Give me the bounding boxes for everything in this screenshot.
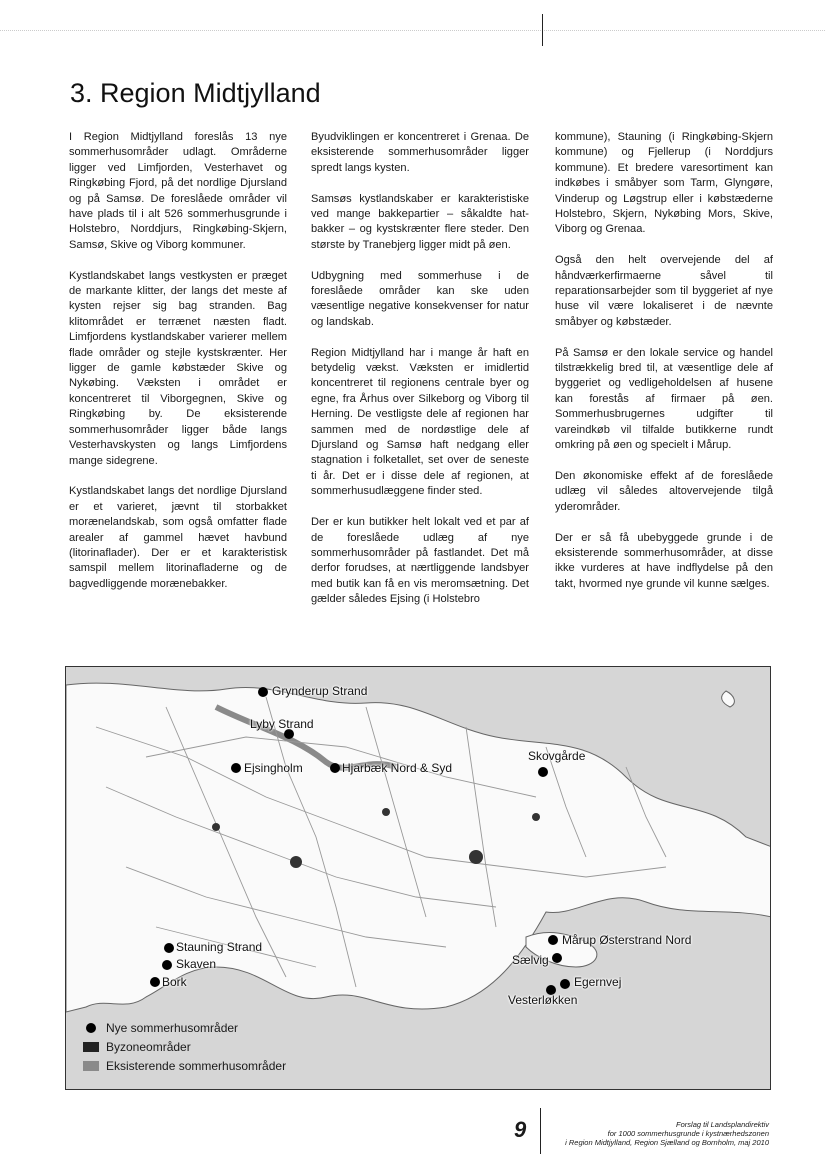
place-label: Skaven (176, 957, 217, 971)
new-area-marker (164, 943, 174, 953)
paragraph: I Region Midtjylland foreslås 13 nye sommerhusområder udlagt. Områderne ligger ved Limfjorden, Vesterhavet og Ringkøbing Fjord, på det nordlige Djursland og på Samsø. De foreslåede områder vil have plads til i alt 526 sommerhusgrunde i Holstebro, Norddjurs, Ringkøbing-Skjern, Samsø, Skive og Viborg kommuner. (69, 131, 287, 251)
footer-line: i Region Midtjylland, Region Sjælland og Bornholm, maj 2010 (565, 1138, 769, 1147)
paragraph: kommune), Stauning (i Ringkøbing-Skjern kommune) og Fjellerup (i Norddjurs kommune). Et bredere varesortiment kan indkøbes i småbyer som Tarm, Glyngøre, Vinderup og Løgstrup eller i købstæderne Holstebro, Skjern, Nykøbing Mors, Skive, Viborg og Grenaa. (555, 131, 773, 236)
legend-item (82, 1018, 286, 1037)
place-label: Egernvej (574, 975, 622, 989)
place-label: Ejsingholm (244, 761, 303, 775)
place-label: Hjarbæk Nord & Syd (342, 761, 453, 775)
legend-item (82, 1037, 286, 1056)
top-guide-line (0, 30, 825, 31)
crop-mark (542, 14, 543, 46)
paragraph: Kystlandskabet langs det nordlige Djursland er et varieret, jævnt til storbakket morænelandskab, som også omfatter flade arealer af gammel hævet havbund (litorinaflader). Der er et karakteristisk samspil mellem litorinafladerne og de bagvedliggende morænebakker. (69, 485, 287, 590)
legend-item (82, 1056, 286, 1075)
new-area-marker (560, 979, 570, 989)
new-area-marker (231, 763, 241, 773)
place-label: Lyby Strand (250, 717, 314, 731)
place-label: Vesterløkken (508, 993, 578, 1007)
footer-caption (509, 1120, 769, 1147)
place-label: Sælvig (512, 953, 549, 967)
footer-line: for 1000 sommerhusgrunde i kystnærhedszonen (607, 1129, 769, 1138)
place-label: Bork (162, 975, 187, 989)
new-area-marker (330, 763, 340, 773)
place-label: Stauning Strand (176, 940, 263, 954)
paragraph: Byudviklingen er koncentreret i Grenaa. De eksisterende sommerhusområder ligger spredt langs kysten. (311, 131, 529, 174)
dark-swatch-icon (83, 1042, 99, 1052)
paragraph: Også den helt overvejende del af håndværkerfirmaerne såvel til reparationsarbejder som til byggeriet af nye huse vil være lokaliseret i de nævnte småbyer og købstæder. (555, 254, 773, 328)
new-area-marker (162, 960, 172, 970)
page-title: 3. Region Midtjylland (70, 78, 321, 108)
place-label: Skovgårde (528, 749, 586, 763)
new-area-marker (548, 935, 558, 945)
text-column-1 (69, 130, 287, 608)
new-area-marker (538, 767, 548, 777)
new-area-marker (552, 953, 562, 963)
paragraph: Udbygning med sommerhuse i de foreslåede områder kan ske uden væsentlige negative konsekvenser for natur og landskab. (311, 269, 529, 328)
map-legend (82, 1018, 286, 1075)
grey-swatch-icon (83, 1061, 99, 1071)
new-area-marker (258, 687, 268, 697)
paragraph: På Samsø er den lokale service og handel tilstrækkelig bred til, at væsentlige dele af byggeriet og vedligeholdelsen af husene kan forestås af firmaer på øen. Sommerhusbrugernes udgifter til vareindkøb vil tilfalde butikkerne rundt omkring på øen og specielt i Mårup. (555, 346, 773, 452)
paragraph: Der er så få ubebyggede grunde i de eksisterende sommerhusområder, at disse ikke vurderes at have indflydelse på den takt, hvormed nye grunde vil kunne sælges. (555, 531, 773, 590)
place-label: Mårup Østerstrand Nord (562, 933, 692, 947)
paragraph: Samsøs kystlandskaber er karakteristiske ved mange bakkepartier – såkaldte hat-bakker – og kystskrænter flere steder. Den største by Tranebjerg ligger midt på øen. (311, 192, 529, 251)
new-area-marker (150, 977, 160, 987)
legend-label: Eksisterende sommerhusområder (106, 1058, 287, 1073)
dot-icon (86, 1023, 96, 1033)
legend-label: Byzoneområder (106, 1039, 191, 1054)
paragraph: Der er kun butikker helt lokalt ved et par af de foreslåede udlæg af nye sommerhusområder på fastlandet. Det må derfor forudses, at nærtliggende landsbyer med butik kan få en vis meromsætning. Det gælder således Ejsing (i Holstebro (311, 516, 529, 606)
footer-line: Forslag til Landsplandirektiv (676, 1120, 769, 1129)
paragraph: Kystlandskabet langs vestkysten er præget de markante klitter, der langs det meste af kysten rejser sig bag stranden. Bag klitområdet er terrænet næsten fladt. Limfjordens kystlandskaber varierer mellem flade områder og stejle kystskrænter. Her ligger de gamle købstæder Skive og Nykøbing. Væksten i området er koncentreret til Viborgegnen, Skive og Ringkøbing by. De eksisterende sommerhusområder ligger både langs Vesterhavskysten og langs Limfjordens mange sidegrene. (69, 269, 287, 467)
page-number: 9 (514, 1117, 527, 1142)
paragraph: Region Midtjylland har i mange år haft en betydelig vækst. Væksten er imidlertid koncentreret til regionens centrale byer og egne, fra Århus over Silkeborg og Viborg til Herning. De vestligste dele af regionen har sammen med de nordøstlige dele af Djursland og Samsø haft nedgang eller stagnation i folketallet, set over de seneste ti år. Det er i disse dele af regionen, at sommerhusudlæggene finder sted. (311, 346, 529, 498)
text-column-3 (555, 130, 773, 608)
paragraph: Den økonomiske effekt af de foreslåede udlæg vil således altovervejende tilgå yderområder. (555, 469, 773, 513)
legend-label: Nye sommerhusområder (106, 1020, 239, 1035)
region-map (65, 666, 771, 1090)
text-column-2 (311, 130, 529, 623)
place-label: Grynderup Strand (272, 684, 368, 698)
